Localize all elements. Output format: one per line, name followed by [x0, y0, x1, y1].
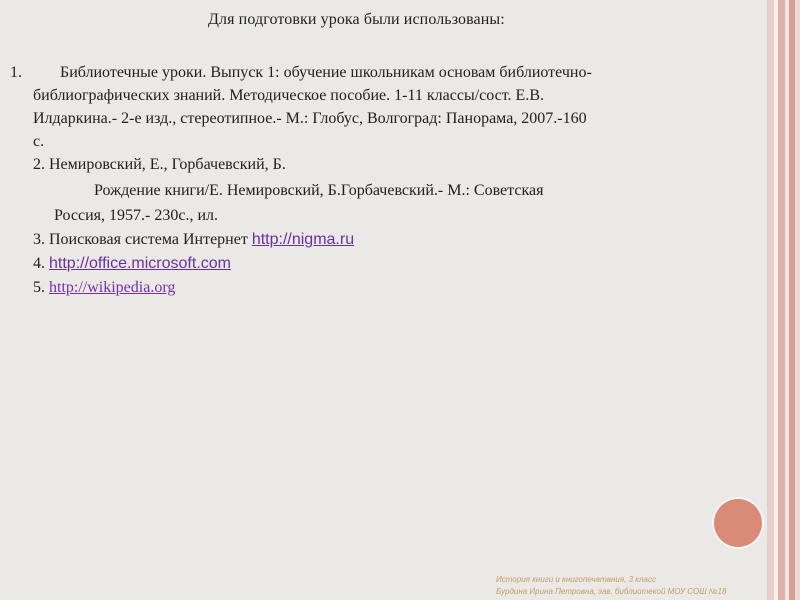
reference-4-prefix: 4. — [33, 255, 49, 272]
nigma-link[interactable]: http://nigma.ru — [251, 231, 355, 248]
reference-3-prefix: 3. Поисковая система Интернет — [33, 231, 252, 248]
reference-2-line-2: Рождение книги/Е. Немировский, Б.Горбачевский.- М.: Советская — [94, 182, 544, 199]
reference-2-line-1: 2. Немировский, Е., Горбачевский, Б. — [33, 156, 286, 173]
reference-1-line-3: Илдаркина.- 2-е изд., стереотипное.- М.: Глобус, Волгоград: Панорама, 2007.-160 — [33, 110, 587, 127]
wikipedia-link[interactable]: http://wikipedia.org — [49, 279, 176, 296]
reference-3 — [33, 228, 354, 251]
stripe — [778, 0, 785, 600]
reference-5-prefix: 5. — [33, 279, 49, 296]
reference-1-line-4: с. — [33, 133, 45, 150]
footer-line-1: История книги и книгопечатания, 3 класс — [496, 575, 656, 584]
decorative-circle — [714, 499, 762, 547]
slide-title: Для подготовки урока были использованы: — [208, 11, 505, 28]
stripe — [795, 0, 800, 600]
footer-line-2: Бурдина Ирина Петровна, зав. библиотекой МОУ СОШ №18 — [496, 587, 727, 596]
reference-5 — [33, 276, 175, 299]
office-microsoft-link[interactable]: http://office.microsoft.com — [49, 255, 231, 272]
reference-1-marker: 1. — [10, 64, 22, 81]
reference-1-line-1: Библиотечные уроки. Выпуск 1: обучение школьникам основам библиотечно- — [60, 64, 592, 81]
decorative-stripes — [768, 0, 800, 600]
reference-2-line-3: Россия, 1957.- 230с., ил. — [54, 207, 218, 224]
reference-4 — [33, 252, 231, 275]
reference-1-line-2: библиографических знаний. Методическое пособие. 1-11 классы/сост. Е.В. — [33, 87, 544, 104]
